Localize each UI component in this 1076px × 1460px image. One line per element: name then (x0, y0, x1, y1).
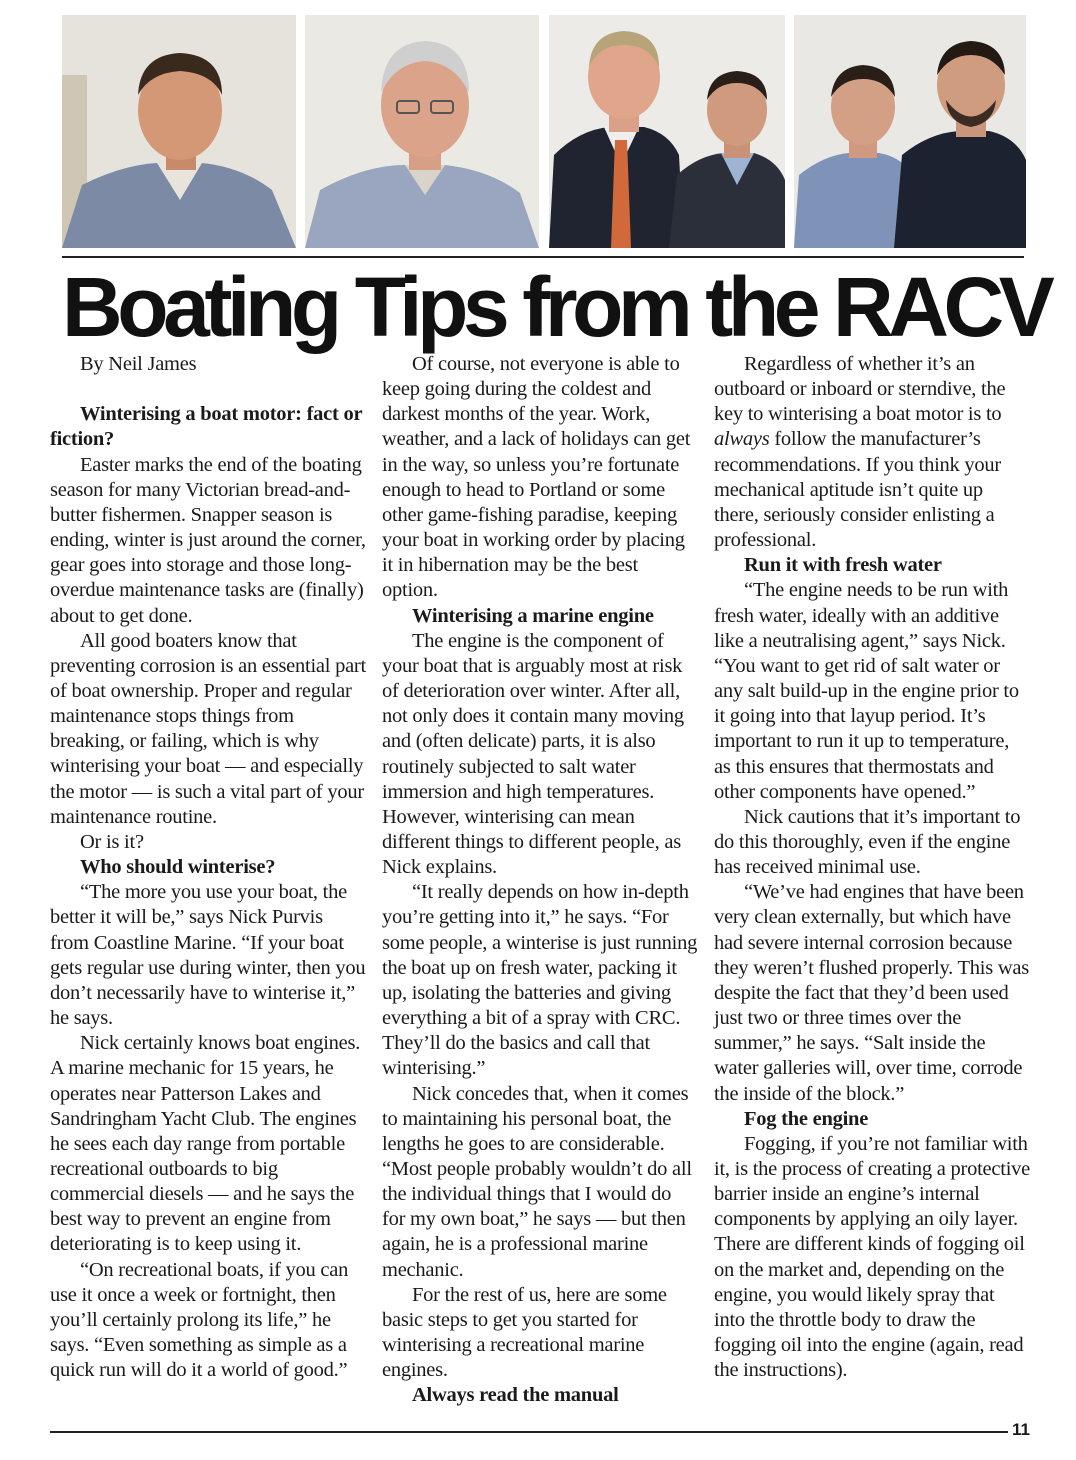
paragraph: The engine is the component of your boat that is arguably most at risk of deterioration over winter. After all, not only does it contain many moving and (often delicate) parts, it is also routinely subjected to salt water immersion and high temperatures. However, winterising can mean different things to different people, as Nick explains. (382, 629, 684, 879)
paragraph: Of course, not everyone is able to keep going during the coldest and darkest months of the year. Work, weather, and a lack of holidays can get in the way, so unless you’re fortunate enough to head to Portland or some other game-fishing paradise, keeping your boat in working order by placing it in hibernation may be the best option. (382, 353, 691, 602)
portrait-photo-3 (549, 15, 785, 248)
headline: Boating Tips from the RACV (62, 260, 1050, 354)
paragraph: “It really depends on how in-depth you’re getting into it,” he says. “For some people, a winterise is just running the boat up on fresh water, packing it up, isolating the batteries and giving everything a bit of a spray with CRC. They’ll do the basics and call that winterising.” (382, 881, 698, 1080)
paragraph: “We’ve had engines that have been very clean externally, but which have had severe internal corrosion because they weren’t flushed properly. This was despite the fact that they’d been used just two or three times over the summer,” he says. “Salt inside the water galleries will, over time, corrode the inside of the block.” (714, 881, 1029, 1105)
paragraph: “The more you use your boat, the better it will be,” says Nick Purvis from Coastline Marine. “If your boat gets regular use during winter, then you don’t necessarily have to winterise it,” he says. (50, 881, 366, 1030)
paragraph: For the rest of us, here are some basic steps to get you started for winterising a recreational marine engines. (382, 1283, 667, 1382)
paragraph: Nick cautions that it’s important to do this thoroughly, even if the engine has received minimal use. (714, 805, 1021, 879)
paragraph: “The engine needs to be run with fresh water, ideally with an additive like a neutralising agent,” says Nick. “You want to get rid of salt water or any salt build-up in the engine prior to it going into that layup period. It’s important to run it up to temperature, as this ensures that thermostats and other components have opened.” (714, 579, 1019, 803)
subheading: Fog the engine (744, 1107, 869, 1130)
two-men-portrait-image (794, 15, 1026, 248)
subheading: Always read the manual (412, 1384, 619, 1407)
paragraph: Fogging, if you’re not familiar with it, is the process of creating a protective barrier inside an engine’s internal components by applying an oily layer. There are different kinds of fogging oil on the market and, depending on the engine, you would likely spray that into the throttle body to draw the fogging oil into the engine (again, read the instructions). (714, 1132, 1030, 1382)
paragraph: Easter marks the end of the boating season for many Victorian bread-and-butter fishermen. Snapper season is ending, winter is just around the corner, gear goes into storage and those long-overdue maintenance tasks are (finally) about to get done. (50, 453, 366, 627)
two-men-portrait-image (549, 15, 785, 248)
paragraph: All good boaters know that preventing corrosion is an essential part of boat ownership. Proper and regular maintenance stops things from breaking, or failing, which is why winterising your boat — and especially the motor — is such a vital part of your maintenance routine. (50, 629, 366, 828)
article-column-3 (714, 352, 1030, 1383)
paragraph: Or is it? (80, 830, 144, 853)
paragraph: Regardless of whether it’s an outboard or inboard or sterndive, the key to winterising a boat motor is to always follow the manufacturer’s recommendations. If you think your mechanical aptitude isn’t quite up there, seriously consider enlisting a professional. (714, 353, 1006, 552)
subheading: Winterising a marine engine (412, 604, 654, 627)
page-number: 11 (1008, 1420, 1030, 1440)
subheading: Run it with fresh water (744, 554, 942, 577)
footer-rule (50, 1431, 1010, 1433)
article-column-1 (50, 352, 366, 1383)
man-portrait-image (305, 15, 539, 248)
portrait-photo-2 (305, 15, 539, 248)
subheading: Who should winterise? (80, 856, 276, 879)
subheading: Winterising a boat motor: fact or fiction? (50, 403, 362, 451)
paragraph: Nick concedes that, when it comes to maintaining his personal boat, the lengths he goes to are considerable. “Most people probably wouldn’t do all the individual things that I would do for my own boat,” he says — but then again, he is a professional marine mechanic. (382, 1082, 692, 1281)
portrait-photo-1 (62, 15, 296, 248)
paragraph: “On recreational boats, if you can use it once a week or fortnight, then you’ll certainly prolong its life,” he says. “Even something as simple as a quick run will do it a world of good.” (50, 1258, 349, 1382)
paragraph: Nick certainly knows boat engines. A marine mechanic for 15 years, he operates near Patterson Lakes and Sandringham Yacht Club. The engines he sees each day range from portable recreational outboards to big commercial diesels — and he says the best way to prevent an engine from deteriorating is to keep using it. (50, 1032, 361, 1256)
man-portrait-image (62, 15, 296, 248)
portrait-photo-4 (794, 15, 1026, 248)
article-column-2 (382, 352, 698, 1409)
byline: By Neil James (80, 353, 197, 375)
headline-top-rule (62, 256, 1024, 258)
